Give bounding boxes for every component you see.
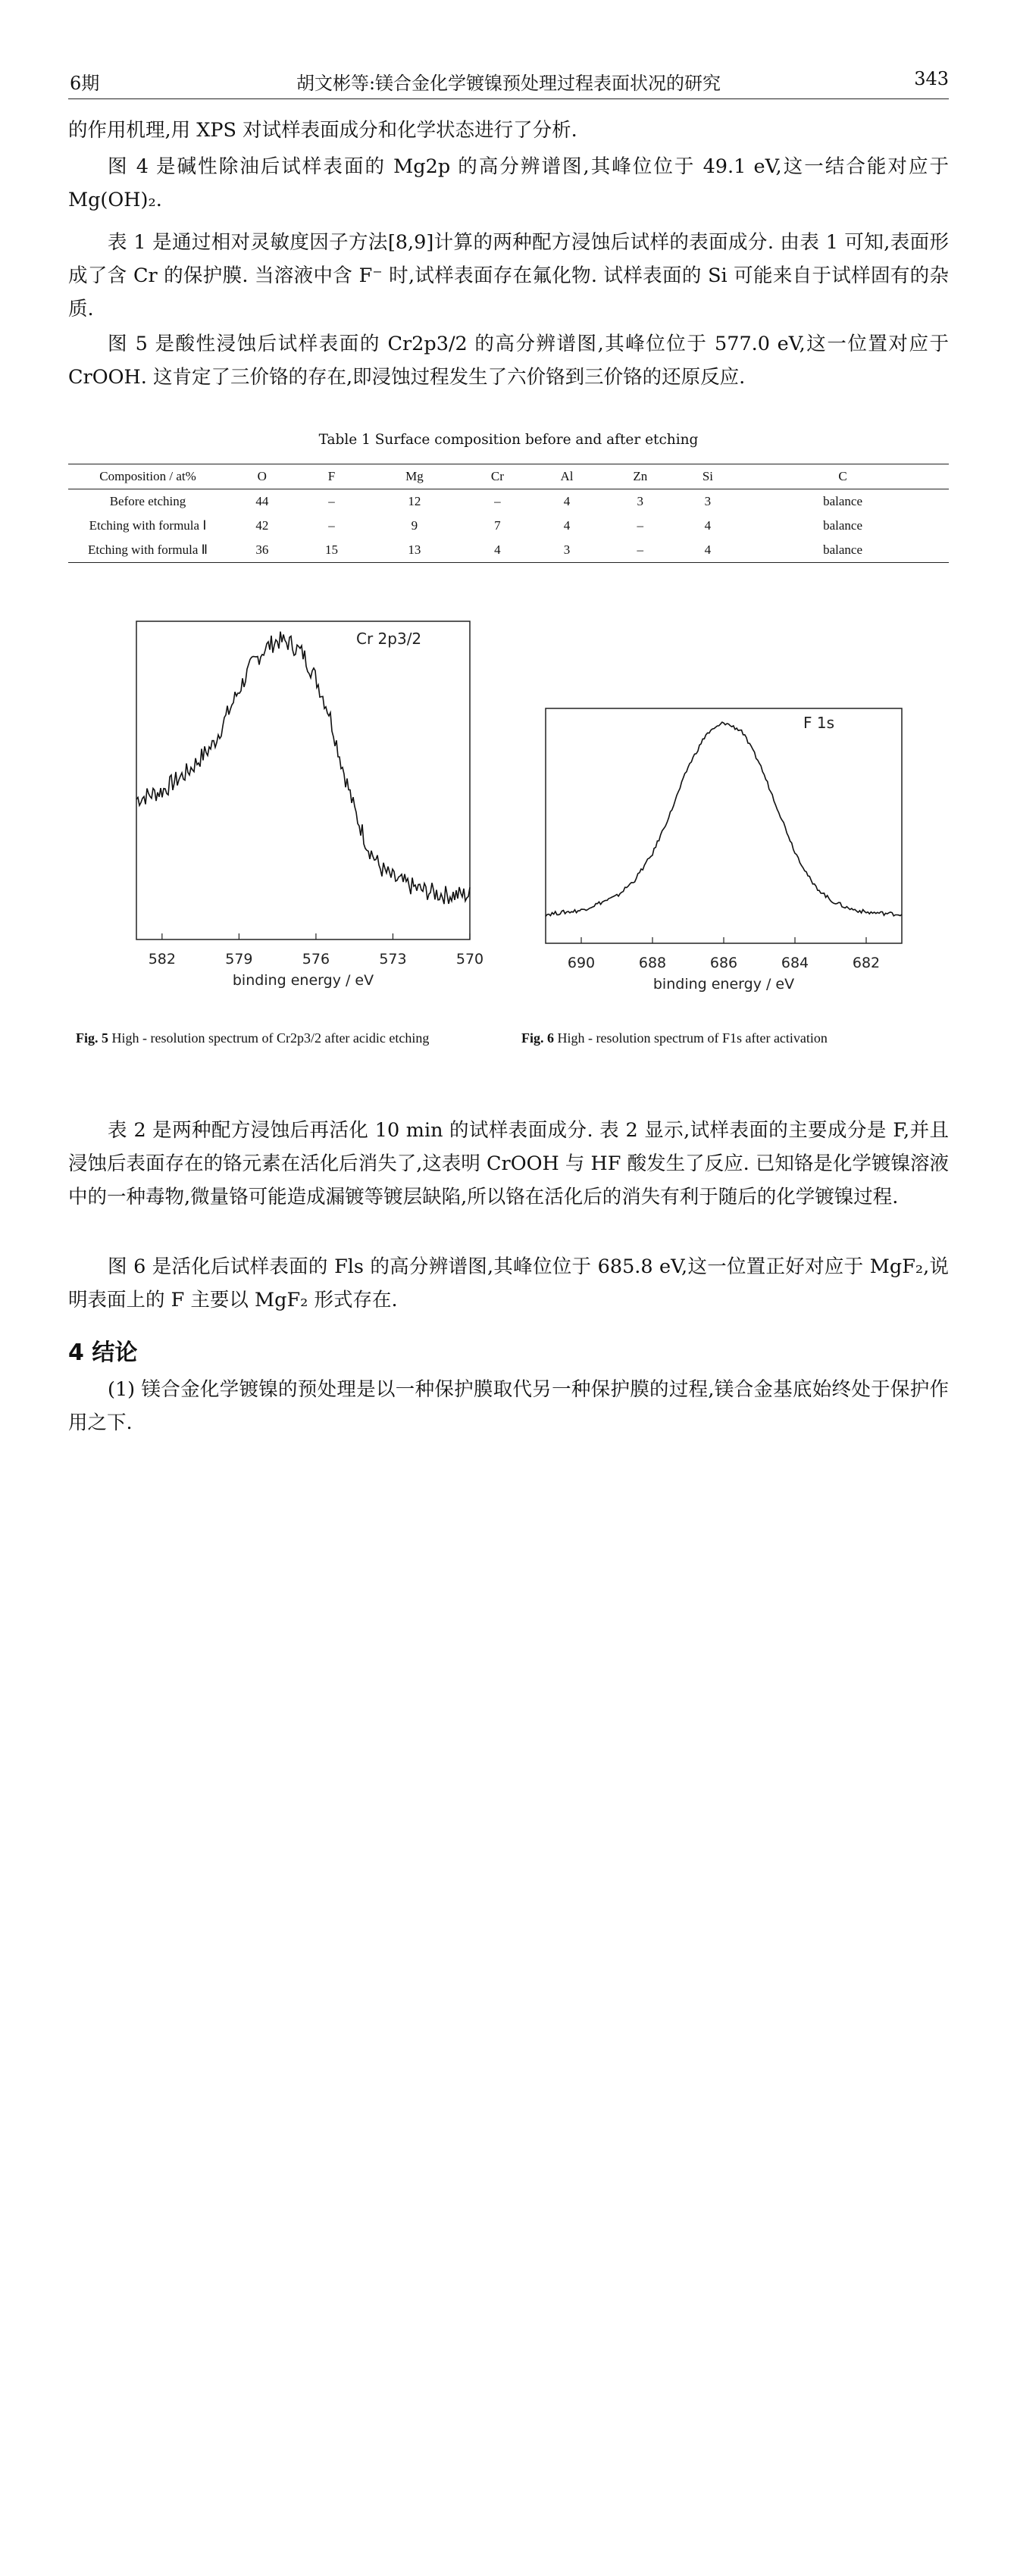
x-tick-label: 684 bbox=[781, 955, 809, 971]
page-number: 343 bbox=[914, 68, 949, 89]
table-header: Zn bbox=[633, 469, 648, 483]
x-tick-label: 570 bbox=[455, 951, 484, 968]
table-cell: balance bbox=[823, 542, 863, 557]
table-row bbox=[68, 538, 949, 563]
table-header: Mg bbox=[405, 469, 424, 483]
table-cell: 15 bbox=[324, 542, 338, 557]
x-axis-label: binding energy / eV bbox=[652, 976, 795, 993]
paragraph-4: 图 5 是酸性浸蚀后试样表面的 Cr2p3/2 的高分辨谱图,其峰位位于 577.0 eV,这一位置对应于 CrOOH. 这肯定了三价铬的存在,即浸蚀过程发生了六价铬到三价铬的还原反应. bbox=[68, 333, 949, 389]
fig6-caption-text: High - resolution spectrum of F1s after activation bbox=[557, 1030, 828, 1046]
x-tick-label: 573 bbox=[379, 951, 407, 968]
running-title: 胡文彬等:镁合金化学镀镍预处理过程表面状况的研究 bbox=[296, 73, 721, 94]
fig6-plot bbox=[530, 693, 925, 1008]
table-cell: 7 bbox=[494, 518, 501, 533]
paragraph-2: 图 4 是碱性除油后试样表面的 Mg2p 的高分辨谱图,其峰位位于 49.1 eV,这一结合能对应于 Mg(OH)₂. bbox=[68, 155, 949, 211]
chart-title: Cr 2p3/2 bbox=[356, 630, 422, 648]
x-tick-label: 579 bbox=[225, 951, 253, 968]
x-tick-label: 686 bbox=[709, 955, 738, 971]
x-tick-label: 576 bbox=[302, 951, 330, 968]
table-cell: 3 bbox=[563, 542, 571, 557]
header-rule bbox=[68, 98, 949, 99]
spectrum-line bbox=[136, 632, 470, 905]
table-cell: 3 bbox=[704, 494, 712, 508]
table-cell: – bbox=[637, 542, 643, 557]
section-heading: 4 结论 bbox=[68, 1340, 138, 1366]
plot-frame bbox=[136, 621, 470, 939]
x-axis-label: binding energy / eV bbox=[232, 972, 374, 989]
table-cell: 36 bbox=[255, 542, 269, 557]
table-cell: 3 bbox=[637, 494, 643, 508]
table-cell: 4 bbox=[563, 494, 571, 508]
table-cell: 4 bbox=[494, 542, 501, 557]
table-row bbox=[68, 514, 949, 538]
conclusion-paragraph: (1) 镁合金化学镀镍的预处理是以一种保护膜取代另一种保护膜的过程,镁合金基底始终处于保护作用之下. bbox=[68, 1378, 949, 1434]
fig6-caption bbox=[521, 1024, 946, 1052]
x-tick-label: 582 bbox=[148, 951, 176, 968]
composition-table bbox=[68, 464, 949, 563]
table-header: Al bbox=[560, 469, 574, 483]
issue-number: 6期 bbox=[70, 73, 100, 94]
table-cell: 4 bbox=[563, 518, 571, 533]
x-tick-label: 682 bbox=[852, 955, 881, 971]
paragraph-5: 表 2 是两种配方浸蚀后再活化 10 min 的试样表面成分. 表 2 显示,试样表面的主要成分是 F,并且浸蚀后表面存在的铬元素在活化后消失了,这表明 CrOOH 与 HF 酸发生了反应. 已知铬是化学镀镍溶液中的一种毒物,微量铬可能造成漏镀等镀层缺陷,所以铬在活化后的消失有利于随后的化学镀镍过程. bbox=[68, 1119, 949, 1208]
x-tick-label: 688 bbox=[638, 955, 667, 971]
table-cell: – bbox=[328, 518, 335, 533]
paragraph-3: 表 1 是通过相对灵敏度因子方法[8,9]计算的两种配方浸蚀后试样的表面成分. 由表 1 可知,表面形成了含 Cr 的保护膜. 当溶液中含 F⁻ 时,试样表面存在氟化物. 试样表面的 Si 可能来自于试样固有的杂质. bbox=[68, 231, 949, 320]
table-header: F bbox=[327, 469, 336, 483]
table-row bbox=[68, 489, 949, 514]
table-header: Composition / at% bbox=[99, 469, 196, 483]
table-cell: Before etching bbox=[109, 494, 186, 508]
fig5-plot bbox=[114, 599, 508, 1008]
table-cell: 9 bbox=[411, 518, 418, 533]
table-cell: balance bbox=[823, 494, 863, 508]
table-cell: Etching with formula Ⅰ bbox=[89, 518, 207, 533]
fig6-caption-label: Fig. 6 bbox=[521, 1030, 554, 1046]
spectrum-line bbox=[546, 722, 902, 916]
fig5-spectrum bbox=[114, 599, 508, 1008]
table-cell: 44 bbox=[255, 494, 269, 508]
table-cell: balance bbox=[823, 518, 863, 533]
paragraph-6: 图 6 是活化后试样表面的 Fls 的高分辨谱图,其峰位位于 685.8 eV,这一位置正好对应于 MgF₂,说明表面上的 F 主要以 MgF₂ 形式存在. bbox=[68, 1255, 949, 1311]
table-header: Cr bbox=[490, 469, 504, 483]
table-header: O bbox=[257, 469, 267, 483]
table-cell: – bbox=[637, 518, 643, 533]
table-cell: Etching with formula Ⅱ bbox=[87, 542, 208, 557]
chart-title: F 1s bbox=[803, 714, 835, 732]
table-cell: – bbox=[328, 494, 335, 508]
table-caption: Table 1 Surface composition before and after etching bbox=[318, 432, 699, 448]
table-cell: 13 bbox=[408, 542, 421, 557]
table-cell: 12 bbox=[408, 494, 421, 508]
fig5-caption-label: Fig. 5 bbox=[76, 1030, 108, 1046]
paragraph-1: 的作用机理,用 XPS 对试样表面成分和化学状态进行了分析. bbox=[68, 119, 577, 142]
x-tick-label: 690 bbox=[567, 955, 596, 971]
fig5-caption-text: High - resolution spectrum of Cr2p3/2 after acidic etching bbox=[111, 1030, 430, 1046]
table-header-row bbox=[68, 464, 949, 489]
fig5-caption bbox=[76, 1024, 500, 1052]
table-cell: 42 bbox=[255, 518, 269, 533]
table-cell: – bbox=[494, 494, 501, 508]
table-cell: 4 bbox=[704, 518, 712, 533]
table-cell: 4 bbox=[704, 542, 712, 557]
table-header: C bbox=[838, 469, 847, 483]
table-header: Si bbox=[702, 469, 713, 483]
fig6-spectrum bbox=[530, 693, 925, 1008]
